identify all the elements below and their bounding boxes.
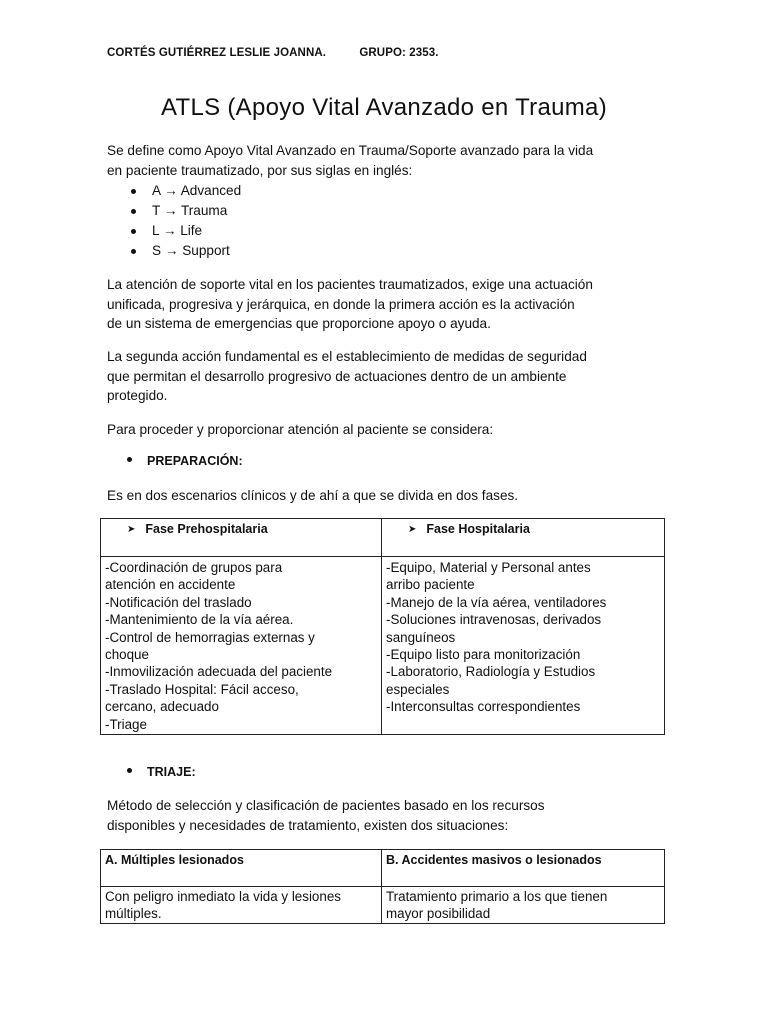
section-heading-triaje [107, 765, 196, 779]
table-header-cell [101, 850, 382, 887]
cell-line: especiales [386, 681, 450, 697]
paragraph-line: protegido. [107, 388, 168, 403]
cell-line: -Notificación del traslado [105, 594, 252, 610]
document-title: ATLS (Apoyo Vital Avanzado en Trauma) [160, 94, 608, 121]
bullet-dot-icon [127, 457, 132, 462]
table-header-cell [382, 519, 665, 557]
paragraph-line: de un sistema de emergencias que proporcione apoyo o ayuda. [107, 316, 491, 331]
hospitalaria-cell [382, 557, 665, 735]
cell-line: atención en accidente [105, 577, 236, 593]
triaje-description [107, 796, 667, 835]
table-row [101, 887, 665, 924]
header-label: B. Accidentes masivos o lesionados [386, 853, 602, 867]
fases-table [100, 518, 665, 735]
multiples-lesionados-cell [101, 887, 382, 924]
table-header-row [101, 519, 665, 557]
header-label: A. Múltiples lesionados [105, 853, 244, 867]
paragraph-line: La atención de soporte vital en los pacientes traumatizados, exige una actuación [107, 277, 593, 292]
paragraph-proceder [107, 420, 667, 440]
paragraph-line: unificada, progresiva y jerárquica, en donde la primera acción es la activación [107, 296, 575, 312]
paragraph-segunda-accion [107, 347, 667, 406]
paragraph-line: Método de selección y clasificación de pacientes basado en los recursos [107, 798, 545, 813]
table-row [101, 557, 665, 735]
author-name: CORTÉS GUTIÉRREZ LESLIE JOANNA. [107, 47, 327, 59]
arrowhead-bullet-icon: ➤ [408, 524, 417, 535]
intro-paragraph [107, 141, 667, 180]
acronym-list [107, 181, 241, 261]
acronym-item: T → Trauma [107, 201, 241, 221]
cell-line: -Inmovilización adecuada del paciente [105, 664, 333, 680]
cell-line: -Mantenimiento de la vía aérea. [105, 612, 294, 628]
table-header-cell [382, 850, 665, 887]
cell-line: -Control de hemorragias externas y [105, 629, 315, 645]
section-heading-preparacion [107, 454, 243, 468]
paragraph-line: La segunda acción fundamental es el establecimiento de medidas de seguridad [107, 349, 587, 364]
cell-line: mayor posibilidad [386, 906, 491, 922]
paragraph-line: disponibles y necesidades de tratamiento, existen dos situaciones: [107, 817, 509, 833]
paragraph-line: Es en dos escenarios clínicos y de ahí a que se divida en dos fases. [107, 488, 519, 503]
cell-line: sanguíneos [386, 629, 456, 645]
header-label: Fase Hospitalaria [426, 522, 530, 536]
heading-text: TRIAJE: [147, 765, 196, 779]
cell-line: Tratamiento primario a los que tienen [386, 889, 608, 904]
cell-line: -Traslado Hospital: Fácil acceso, [105, 681, 299, 697]
document-header [107, 47, 439, 59]
heading-text: PREPARACIÓN: [147, 454, 243, 468]
table-header-cell [101, 519, 382, 557]
intro-line: Se define como Apoyo Vital Avanzado en Trauma/Soporte avanzado para la vida [107, 143, 594, 158]
acronym-item: L → Life [107, 221, 241, 241]
header-label: Fase Prehospitalaria [145, 522, 268, 536]
paragraph-soporte-vital [107, 275, 667, 334]
cell-line: cercano, adecuado [105, 699, 219, 715]
accidentes-masivos-cell [382, 887, 665, 924]
cell-line: Con peligro inmediato la vida y lesiones [105, 889, 341, 904]
cell-line: -Laboratorio, Radiología y Estudios [386, 664, 596, 680]
paragraph-line: que permitan el desarrollo progresivo de actuaciones dentro de un ambiente [107, 368, 567, 384]
cell-line: -Coordinación de grupos para [105, 560, 283, 575]
prehospitalaria-cell [101, 557, 382, 735]
arrowhead-bullet-icon: ➤ [127, 524, 136, 535]
table-header-row [101, 850, 665, 887]
group-number: GRUPO: 2353. [359, 47, 439, 59]
acronym-item: A → Advanced [107, 181, 241, 201]
cell-line: -Soluciones intravenosas, derivados [386, 612, 602, 628]
cell-line: -Triage [105, 716, 147, 732]
intro-line: en paciente traumatizado, por sus siglas en inglés: [107, 162, 413, 178]
cell-line: -Manejo de la vía aérea, ventiladores [386, 594, 607, 610]
cell-line: -Interconsultas correspondientes [386, 699, 581, 715]
cell-line: múltiples. [105, 906, 162, 922]
cell-line: arribo paciente [386, 577, 475, 593]
acronym-item: S → Support [107, 241, 241, 261]
cell-line: -Equipo listo para monitorización [386, 647, 581, 663]
triaje-table [100, 849, 665, 924]
cell-line: -Equipo, Material y Personal antes [386, 560, 591, 575]
bullet-dot-icon [127, 768, 132, 773]
preparacion-description [107, 486, 667, 506]
cell-line: choque [105, 647, 149, 663]
paragraph-line: Para proceder y proporcionar atención al paciente se considera: [107, 422, 494, 437]
